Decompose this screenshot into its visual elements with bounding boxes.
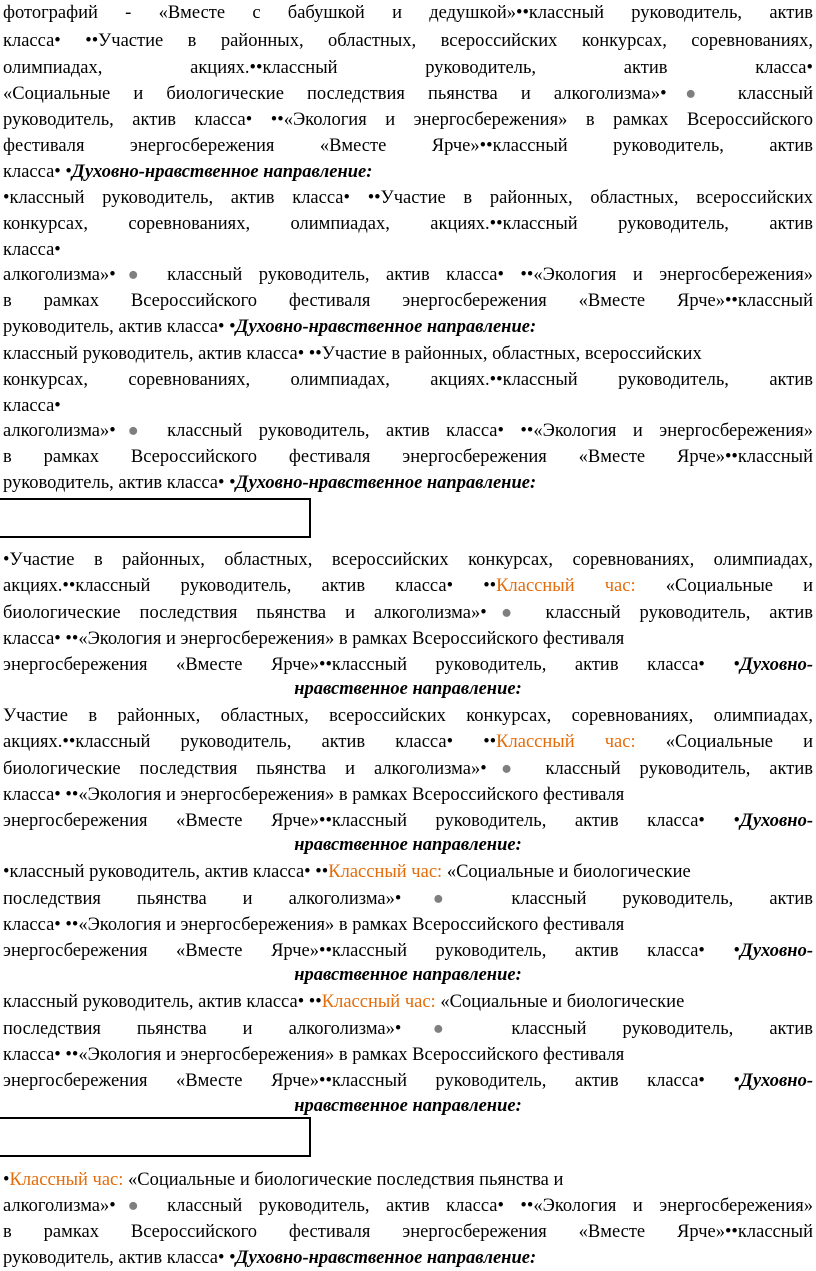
text-line [3,886,813,912]
text-line [3,756,813,782]
empty-table-cell [0,498,311,538]
text-line [3,470,813,496]
text-run: в рамках Всероссийского фестиваля энергосбережения «Вместе Ярче»••классный [3,1222,813,1242]
text-run: класса• ••«Экология и энергосбережения» в рамках Всероссийского фестиваля [3,785,625,805]
class-hour-label: Классный час: [9,1170,124,1190]
text-run: класса• ••Участие в районных, областных, всероссийских конкурсах, соревнованиях, [3,31,813,51]
text-run: классный руководитель, актив [475,1019,813,1039]
grey-bullet: ● [486,759,527,779]
text-run: руководитель, актив класса• ••«Экология и энергосбережения» в рамках Всероссийского [3,110,813,130]
text-run: алкоголизма»• [3,1196,116,1216]
text-line [3,0,813,26]
section-heading: нравственное направление: [294,835,522,855]
text-run: алкоголизма»• [3,265,116,285]
text-run: класса• [3,240,61,260]
section-heading: Духовно-нравственное направление: [235,473,537,493]
text-run: «Социальные и [635,576,813,596]
text-line [3,782,813,808]
text-run: в рамках Всероссийского фестиваля энергосбережения «Вместе Ярче»••классный [3,291,813,311]
text-line [3,1245,813,1271]
text-line [3,1042,813,1068]
text-line [3,703,813,729]
class-hour-label: Классный час: [496,576,636,596]
text-line [3,600,813,626]
text-line [3,962,813,988]
text-run: класса• • [3,162,72,182]
grey-bullet: ● [115,265,151,285]
text-run: энергосбережения «Вместе Ярче»••классный руководитель, актив класса• • [3,655,740,675]
grey-bullet: ● [115,1196,151,1216]
section-heading: Духовно- [739,655,813,675]
text-run: олимпиадах, акциях.••классный руководитель, актив класса• [3,58,813,78]
text-line [3,341,813,367]
text-run: класса• ••«Экология и энергосбережения» в рамках Всероссийского фестиваля [3,915,625,935]
grey-bullet: ● [666,84,715,104]
class-hour-label: Классный час: [321,992,436,1012]
text-run: •Участие в районных, областных, всероссийских конкурсах, соревнованиях, олимпиадах, [3,550,813,570]
text-line [3,1093,813,1119]
text-line [3,367,813,393]
section-heading: Духовно-нравственное направление: [235,317,537,337]
text-run: классный руководитель, актив класса• ••Участие в районных, областных, всероссийских [3,344,702,364]
text-line [3,211,813,237]
text-line [3,444,813,470]
text-run: фотографий - «Вместе с бабушкой и дедушкой»••классный руководитель, актив [3,3,813,23]
class-hour-label: Классный час: [496,732,636,752]
text-run: «Социальные и биологические [442,862,691,882]
text-run: биологические последствия пьянства и алкоголизма»• [3,759,487,779]
section-heading: Духовно-нравственное направление: [71,162,373,182]
text-run: в рамках Всероссийского фестиваля энергосбережения «Вместе Ярче»••классный [3,447,813,467]
text-run: классный руководитель, актив [526,603,813,623]
text-line [3,859,813,885]
text-line [3,28,813,54]
text-run: энергосбережения «Вместе Ярче»••классный руководитель, актив класса• • [3,1071,740,1091]
text-run: классный руководитель, актив класса• ••«Экология и энергосбережения» [150,265,813,285]
text-line [3,729,813,755]
section-heading: нравственное направление: [294,679,522,699]
text-line [3,55,813,81]
text-run: последствия пьянства и алкоголизма»• [3,889,402,909]
text-run: последствия пьянства и алкоголизма»• [3,1019,402,1039]
text-line [3,262,813,288]
text-line [3,573,813,599]
grey-bullet: ● [401,889,476,909]
text-line [3,1193,813,1219]
class-hour-label: Классный час: [328,862,443,882]
text-run: «Социальные и [635,732,813,752]
text-line [3,1167,813,1193]
text-run: фестиваля энергосбережения «Вместе Ярче»••классный руководитель, актив [3,136,813,156]
text-run: руководитель, актив класса• • [3,317,236,337]
text-run: конкурсах, соревнованиях, олимпиадах, акциях.••классный руководитель, актив [3,214,813,234]
text-run: биологические последствия пьянства и алкоголизма»• [3,603,487,623]
text-line [3,393,813,419]
text-line [3,1068,813,1094]
text-line [3,808,813,834]
grey-bullet: ● [115,421,151,441]
text-line [3,938,813,964]
text-run: классный руководитель, актив класса• •• [3,992,322,1012]
text-run: классный руководитель, актив [526,759,813,779]
text-run: руководитель, актив класса• • [3,473,236,493]
text-line [3,159,813,185]
text-line [3,314,813,340]
text-run: классный [714,84,813,104]
text-line [3,237,813,263]
text-run: «Социальные и биологические последствия пьянства и алкоголизма»• [3,84,667,104]
text-run: класса• [3,396,61,416]
section-heading: Духовно- [739,941,813,961]
text-run: классный руководитель, актив [475,889,813,909]
text-run: энергосбережения «Вместе Ярче»••классный руководитель, актив класса• • [3,941,740,961]
text-line [3,288,813,314]
text-run: •классный руководитель, актив класса• ••Участие в районных, областных, всероссийских [3,188,813,208]
grey-bullet: ● [401,1019,476,1039]
text-run: акциях.••классный руководитель, актив класса• •• [3,732,497,752]
section-heading: Духовно-нравственное направление: [235,1248,537,1268]
text-run: классный руководитель, актив класса• ••«Экология и энергосбережения» [150,421,813,441]
text-run: классный руководитель, актив класса• ••«Экология и энергосбережения» [150,1196,813,1216]
text-run: «Социальные и биологические [435,992,685,1012]
empty-table-cell [0,1117,311,1157]
text-line [3,652,813,678]
text-run: • [3,1170,10,1190]
text-run: «Социальные и биологические последствия пьянства и [123,1170,564,1190]
section-heading: нравственное направление: [294,1096,522,1116]
section-heading: Духовно- [739,1071,813,1091]
text-line [3,676,813,702]
grey-bullet: ● [486,603,527,623]
text-run: энергосбережения «Вместе Ярче»••классный руководитель, актив класса• • [3,811,740,831]
text-line [3,81,813,107]
text-line [3,1219,813,1245]
section-heading: нравственное направление: [294,965,522,985]
text-run: класса• ••«Экология и энергосбережения» в рамках Всероссийского фестиваля [3,629,625,649]
text-run: руководитель, актив класса• • [3,1248,236,1268]
text-line [3,185,813,211]
text-run: Участие в районных, областных, всероссийских конкурсах, соревнованиях, олимпиадах, [3,706,813,726]
section-heading: Духовно- [739,811,813,831]
text-line [3,912,813,938]
text-line [3,133,813,159]
text-run: •классный руководитель, актив класса• •• [3,862,329,882]
text-line [3,547,813,573]
text-run: алкоголизма»• [3,421,116,441]
text-run: акциях.••классный руководитель, актив класса• •• [3,576,497,596]
text-run: класса• ••«Экология и энергосбережения» в рамках Всероссийского фестиваля [3,1045,625,1065]
text-line [3,418,813,444]
text-run: конкурсах, соревнованиях, олимпиадах, акциях.••классный руководитель, актив [3,370,813,390]
text-line [3,1016,813,1042]
text-line [3,626,813,652]
text-line [3,832,813,858]
text-line [3,107,813,133]
text-line [3,989,813,1015]
